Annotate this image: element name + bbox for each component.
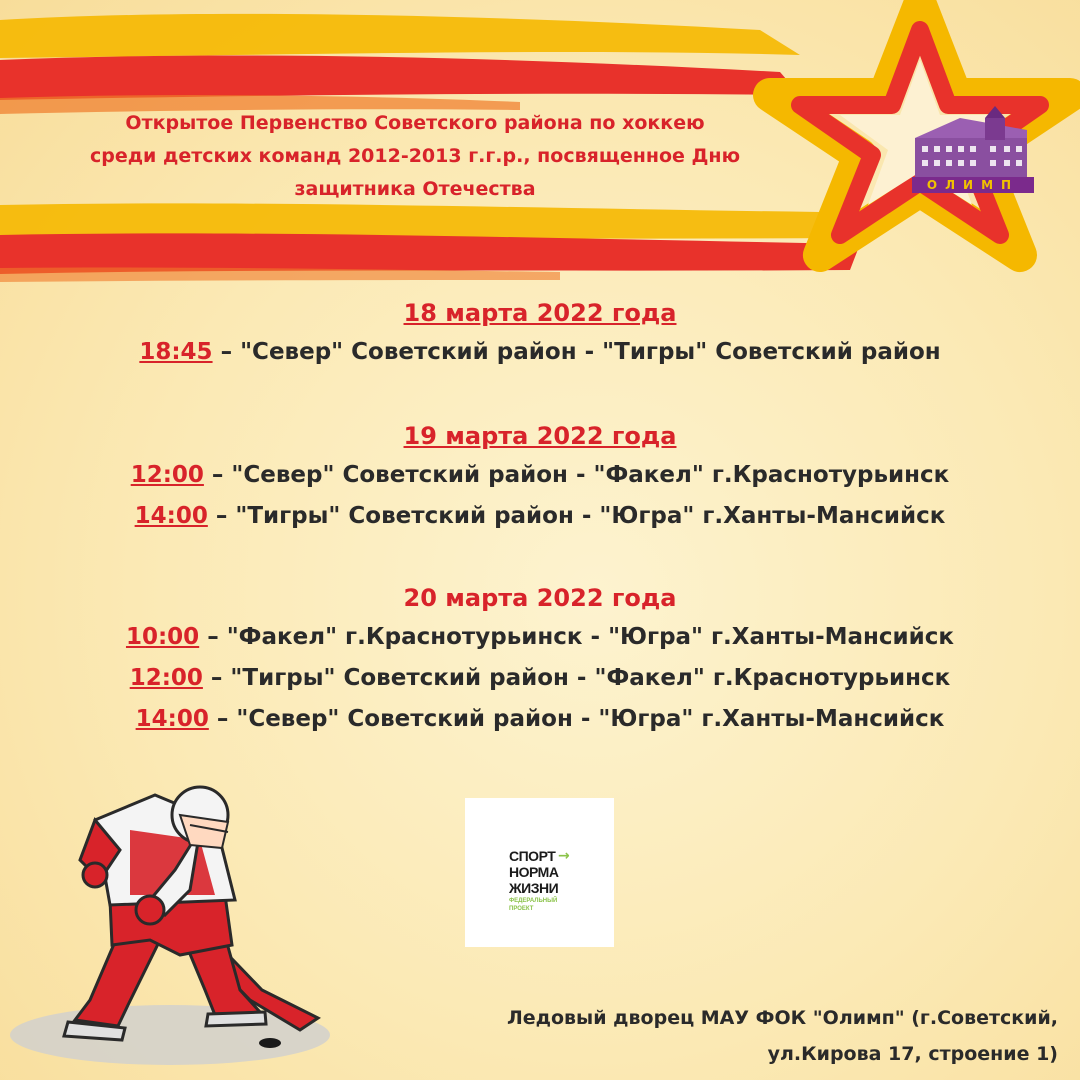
title-line: Открытое Первенство Советского района по хоккею (125, 112, 705, 134)
sport-norma-zhizni-logo (465, 798, 614, 947)
title-line: среди детских команд 2012-2013 г.г.р., посвященное Дню (89, 145, 741, 167)
logo-line: ЖИЗНИ (509, 880, 559, 896)
match-time: 10:00 (125, 624, 200, 650)
match-teams: – "Север" Советский район - "Тигры" Советский район (212, 339, 941, 365)
olimp-logo-label: ОЛИМП (912, 177, 1034, 193)
day-heading: 19 марта 2022 года (403, 422, 677, 450)
logo-line: СПОРТ (509, 848, 556, 864)
match-teams: – "Север" Советский район - "Югра" г.Ханты-Мансийск (208, 706, 945, 732)
match-teams: – "Факел" г.Краснотурьинск - "Югра" г.Ханты-Мансийск (199, 624, 955, 650)
match-time: 18:45 (139, 339, 213, 365)
match-teams: – "Тигры" Советский район - "Югра" г.Ханты-Мансийск (207, 503, 946, 529)
day-heading: 20 марта 2022 года (403, 584, 677, 612)
logo-line: НОРМА (509, 864, 559, 880)
match-time: 12:00 (129, 665, 203, 691)
logo-line: ФЕДЕРАЛЬНЫЙ (509, 898, 558, 904)
title-line: защитника Отечества (294, 178, 536, 200)
logo-line: ПРОЕКТ (509, 906, 534, 912)
arrow-right-icon: → (558, 848, 570, 864)
match-time: 14:00 (135, 706, 209, 732)
match-time: 12:00 (130, 462, 204, 488)
venue-line: Ледовый дворец МАУ ФОК "Олимп" (г.Советский, (506, 1007, 1058, 1029)
venue-address (507, 1000, 1058, 1072)
match-teams: – "Север" Советский район - "Факел" г.Краснотурьинск (203, 462, 950, 488)
match-time: 14:00 (134, 503, 208, 529)
day-heading: 18 марта 2022 года (403, 299, 677, 327)
venue-line: ул.Кирова 17, строение 1) (767, 1043, 1058, 1065)
match-teams: – "Тигры" Советский район - "Факел" г.Краснотурьинск (202, 665, 951, 691)
